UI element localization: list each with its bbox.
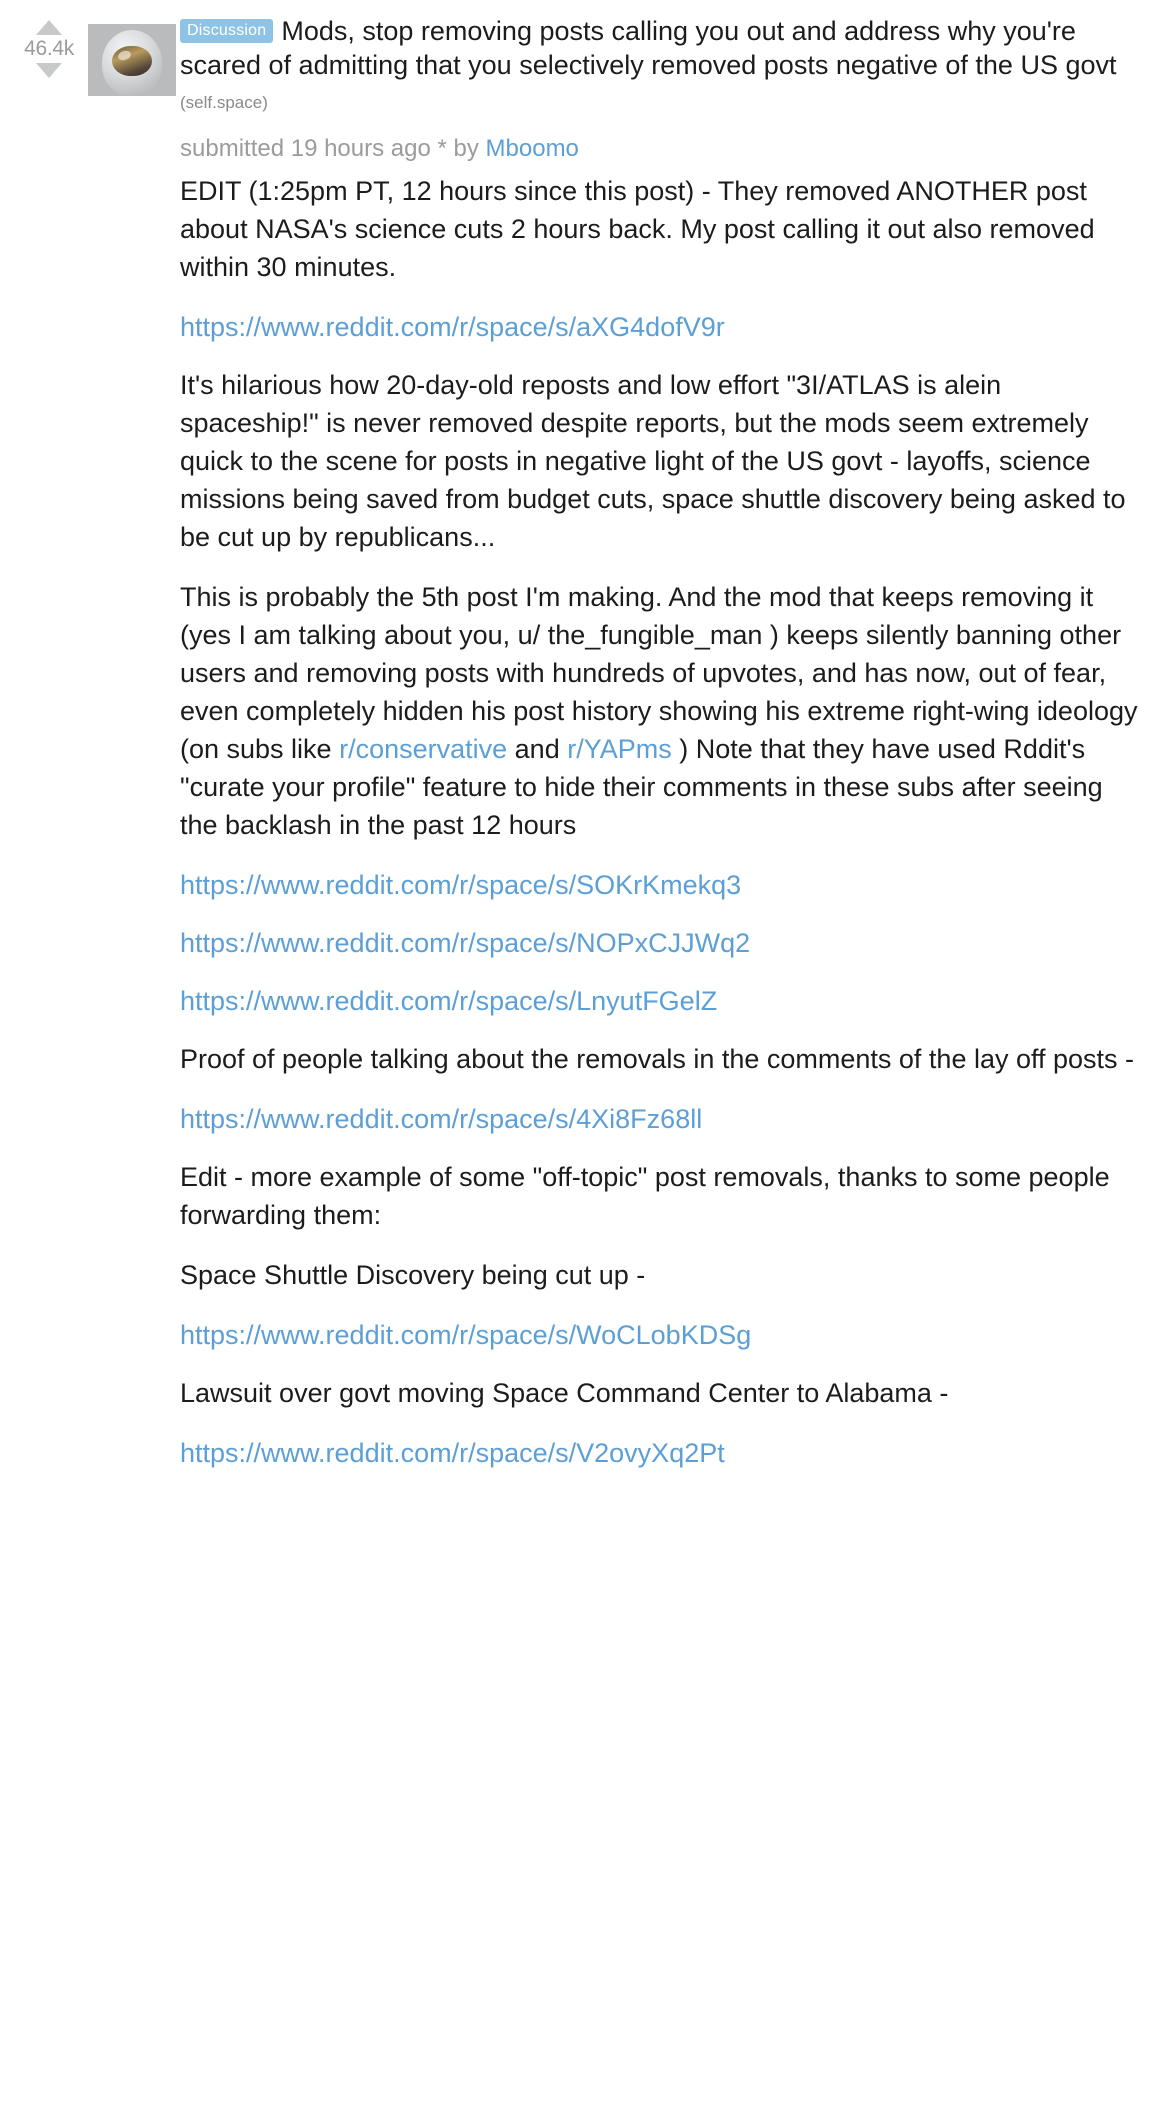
selftext-subreddit-link[interactable]: r/YAPms <box>567 734 672 764</box>
downvote-icon[interactable] <box>36 63 62 78</box>
selftext-subreddit-link[interactable]: r/conservative <box>339 734 508 764</box>
visor-shape-icon <box>112 46 152 76</box>
upvote-icon[interactable] <box>36 20 62 35</box>
vote-column <box>10 14 88 78</box>
post-selftext <box>180 172 1142 1472</box>
selftext-link[interactable]: https://www.reddit.com/r/space/s/NOPxCJJWq2 <box>180 928 751 958</box>
selftext-paragraph: It's hilarious how 20-day-old reposts and low effort "3I/ATLAS is alein spaceship!" is never removed despite reports, but the mods seem extremely quick to the scene for posts in negative light of the US govt - layoffs, science missions being saved from budget cuts, space shuttle discovery being asked to be cut up by republicans... <box>180 370 1126 552</box>
selftext-paragraph: Space Shuttle Discovery being cut up - <box>180 1260 646 1290</box>
selftext-link[interactable]: https://www.reddit.com/r/space/s/V2ovyXq2Pt <box>180 1438 725 1468</box>
post-title-line <box>180 14 1142 120</box>
post-domain[interactable]: (self.space) <box>180 93 268 112</box>
selftext-paragraph <box>180 866 1142 904</box>
selftext-paragraph <box>180 924 1142 962</box>
selftext-paragraph: EDIT (1:25pm PT, 12 hours since this post) - They removed ANOTHER post about NASA's science cuts 2 hours back. My post calling it out also removed within 30 minutes. <box>180 176 1095 282</box>
post-title-link[interactable]: Mods, stop removing posts calling you out and address why you're scared of admitting that you selectively removed posts negative of the US govt <box>180 16 1117 80</box>
selftext-paragraph: Lawsuit over govt moving Space Command Center to Alabama - <box>180 1378 949 1408</box>
post-score: 46.4k <box>24 37 74 60</box>
selftext-link[interactable]: https://www.reddit.com/r/space/s/SOKrKmekq3 <box>180 870 742 900</box>
selftext-text: and <box>507 734 568 764</box>
selftext-link[interactable]: https://www.reddit.com/r/space/s/aXG4dofV9r <box>180 312 725 342</box>
selftext-paragraph <box>180 578 1142 844</box>
selftext-link[interactable]: https://www.reddit.com/r/space/s/WoCLobKDSg <box>180 1320 752 1350</box>
selftext-paragraph <box>180 982 1142 1020</box>
selftext-paragraph <box>180 1100 1142 1138</box>
selftext-text: ) Note that they have used Rddit's "curate your profile" feature to hide their comments in these subs after seeing the backlash in the past 12 hours <box>180 734 1103 840</box>
selftext-paragraph: Proof of people talking about the removals in the comments of the lay off posts - <box>180 1044 1135 1074</box>
selftext-paragraph <box>180 308 1142 346</box>
selftext-text: This is probably the 5th post I'm making. And the mod that keeps removing it (yes I am talking about you, u/ the_fungible_man ) keeps silently banning other users and removing posts with hundreds of upvotes, and has now, out of fear, even completely hidden his post history showing his extreme right-wing ideology (on subs like <box>180 582 1138 764</box>
selftext-link[interactable]: https://www.reddit.com/r/space/s/4Xi8Fz68ll <box>180 1104 703 1134</box>
selftext-paragraph <box>180 1316 1142 1354</box>
selftext-link[interactable]: https://www.reddit.com/r/space/s/LnyutFGelZ <box>180 986 718 1016</box>
selftext-paragraph: Edit - more example of some "off-topic" post removals, thanks to some people forwarding them: <box>180 1162 1110 1230</box>
post-entry <box>180 14 1160 1492</box>
astronaut-helmet-thumbnail[interactable] <box>88 24 176 96</box>
post-tagline <box>180 134 1142 164</box>
post-author-link[interactable]: Mboomo <box>485 135 579 162</box>
thumbnail-container[interactable] <box>88 14 180 96</box>
post-flair[interactable]: Discussion <box>180 19 273 43</box>
post-submitted-text: submitted 19 hours ago * by <box>180 135 486 162</box>
selftext-paragraph <box>180 1434 1142 1472</box>
